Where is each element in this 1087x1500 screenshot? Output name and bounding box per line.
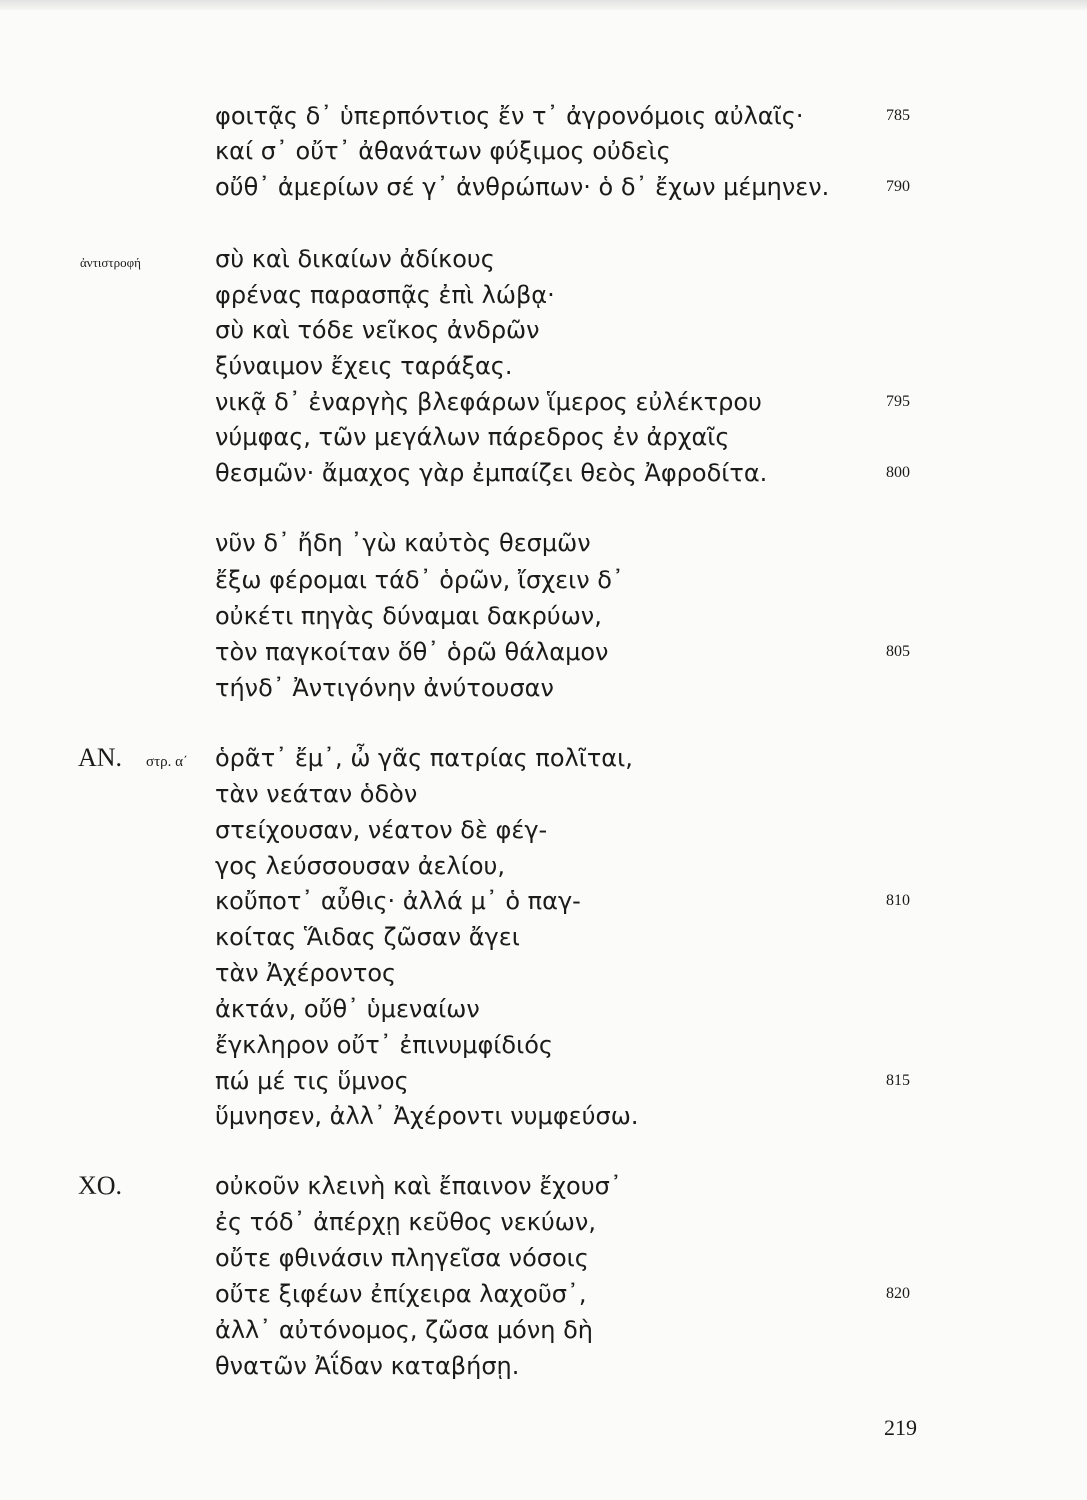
strophe-metric-label: στρ. α΄ [146,754,188,770]
line-number: 805 [886,643,910,660]
verse-line: στείχουσαν, νέατον δὲ φέγ- [215,816,548,844]
verse-line: ἐς τόδ᾽ ἀπέρχῃ κεῦθος νεκύων, [215,1208,596,1236]
verse-line: τὰν Ἀχέροντος [215,959,397,987]
verse-line: θεσμῶν· ἄμαχος γὰρ ἐμπαίζει θεὸς Ἀφροδίτα. [215,459,768,487]
verse-line: φρένας παρασπᾷς ἐπὶ λώβᾳ· [215,281,555,309]
page-top-edge [0,0,1087,10]
verse-line: σὺ καὶ τόδε νεῖκος ἀνδρῶν [215,316,540,344]
verse-line: νύμφας, τῶν μεγάλων πάρεδρος ἐν ἀρχαῖς [215,423,730,451]
line-number: 820 [886,1285,910,1302]
verse-line: οὐκοῦν κλεινὴ καὶ ἔπαινον ἔχουσ᾽ [215,1172,622,1200]
speaker-label: ΧΟ. [78,1171,123,1200]
verse-line: τήνδ᾽ Ἀντιγόνην ἀνύτουσαν [215,674,554,702]
line-number: 800 [886,464,910,481]
line-number: 785 [886,107,910,124]
verse-line: ἀλλ᾽ αὐτόνομος, ζῶσα μόνη δὴ [215,1316,593,1344]
verse-line: οὔτε φθινάσιν πληγεῖσα νόσοις [215,1244,589,1272]
verse-line: ἀκτάν, οὔθ᾽ ὑμεναίων [215,995,480,1023]
line-number: 795 [886,393,910,410]
line-number: 810 [886,892,910,909]
verse-line: κοὔποτ᾽ αὖθις· ἀλλά μ᾽ ὁ παγ- [215,887,581,915]
verse-line: νῦν δ᾽ ἤδη ᾽γὼ καὐτὸς θεσμῶν [215,529,591,557]
verse-line: σὺ καὶ δικαίων ἀδίκους [215,245,495,273]
verse-line: ξύναιμον ἔχεις ταράξας. [215,352,513,380]
verse-line: οὔτε ξιφέων ἐπίχειρα λαχοῦσ᾽, [215,1280,587,1308]
verse-line: ὁρᾶτ᾽ ἔμ᾽, ὦ γᾶς πατρίας πολῖται, [215,744,633,772]
antistrophe-label: ἀντιστροφή [80,255,141,270]
verse-line: πώ μέ τις ὕμνος [215,1067,409,1095]
verse-line: νικᾷ δ᾽ ἐναργὴς βλεφάρων ἵμερος εὐλέκτρου [215,388,762,416]
page-number: 219 [884,1415,917,1440]
verse-line: κοίτας Ἅιδας ζῶσαν ἄγει [215,923,520,951]
verse-line: τὸν παγκοίταν ὅθ᾽ ὁρῶ θάλαμον [215,638,609,666]
verse-line: οὔθ᾽ ἀμερίων σέ γ᾽ ἀνθρώπων· ὁ δ᾽ ἔχων μέμηνεν. [215,173,830,201]
verse-line: θνατῶν Ἀΐδαν καταβήσῃ. [215,1352,520,1380]
verse-line: καί σ᾽ οὔτ᾽ ἀθανάτων φύξιμος οὐδεὶς [215,137,671,165]
verse-line: τὰν νεάταν ὁδὸν [215,780,418,808]
verse-line: φοιτᾷς δ᾽ ὑπερπόντιος ἔν τ᾽ ἀγρονόμοις αὐλαῖς· [215,102,804,130]
verse-line: ὕμνησεν, ἀλλ᾽ Ἀχέροντι νυμφεύσω. [215,1102,639,1130]
verse-line: γος λεύσσουσαν ἀελίου, [215,852,506,880]
verse-line: οὐκέτι πηγὰς δύναμαι δακρύων, [215,602,602,630]
verse-line: ἔξω φέρομαι τάδ᾽ ὁρῶν, ἴσχειν δ᾽ [215,566,624,594]
speaker-label: ΑΝ. [78,743,123,772]
line-number: 815 [886,1072,910,1089]
verse-line: ἔγκληρον οὔτ᾽ ἐπινυμφίδιός [215,1031,553,1059]
line-number: 790 [886,178,910,195]
